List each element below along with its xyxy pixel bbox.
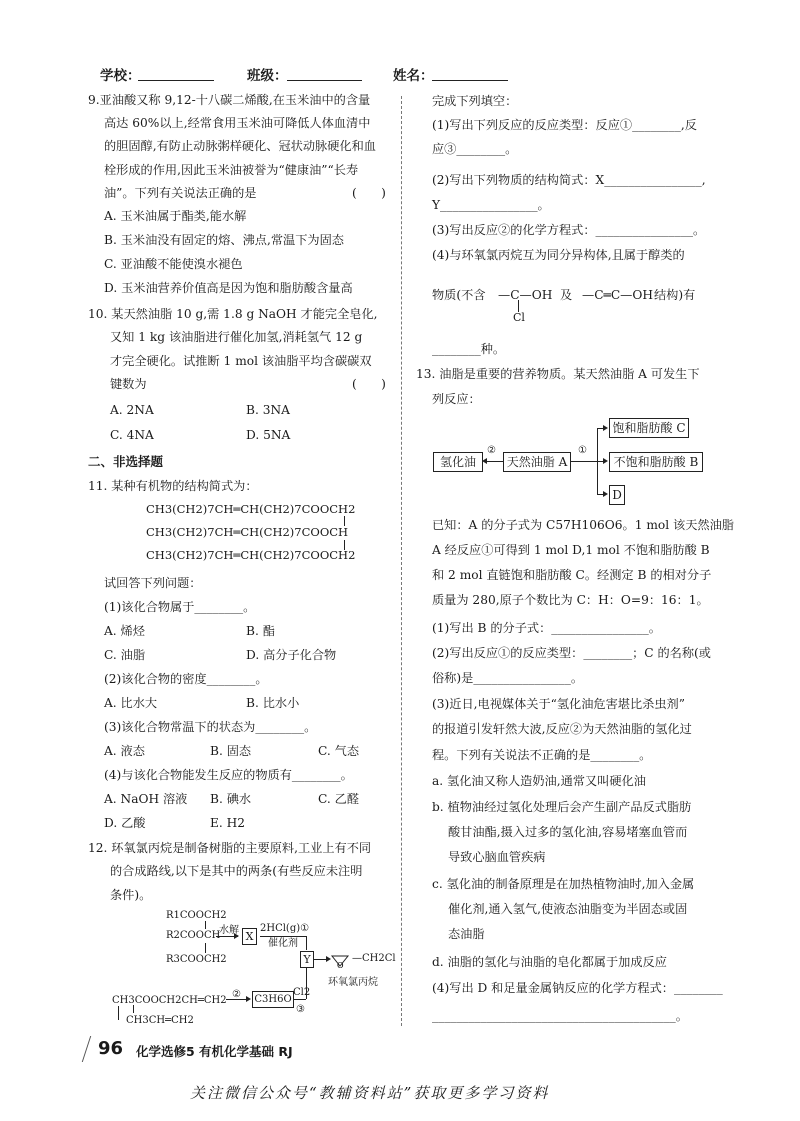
q12-line3: 条件)。 xyxy=(110,888,152,902)
scheme-hcl-label: 2HCl(g)① xyxy=(260,923,310,934)
q10-option-d[interactable]: D. 5NA xyxy=(246,428,291,442)
q11-p4-option-d[interactable]: D. 乙酸 xyxy=(104,816,146,830)
q9-option-a[interactable]: A. 玉米油属于酯类,能水解 xyxy=(104,209,247,223)
q11-p1-option-c[interactable]: C. 油脂 xyxy=(104,648,146,662)
epoxide-ring-icon xyxy=(330,950,352,970)
section-title: 二、非选择题 xyxy=(88,454,164,469)
diagram-box-oil-a: 天然油脂 A xyxy=(503,452,571,472)
q13-line1: 13. 油脂是重要的营养物质。某天然油脂 A 可发生下 xyxy=(416,367,700,381)
q10-line3: 才完全硬化。试推断 1 mol 该油脂平均含碳碳双 xyxy=(110,354,372,368)
q9-line1: 9.亚油酸又称 9,12-十八碳二烯酸,在玉米油中的含量 xyxy=(88,93,371,107)
q13-option-c-line2: 催化剂,通入氢气,使液态油脂变为半固态或固 xyxy=(448,902,688,916)
q9-option-b[interactable]: B. 玉米油没有固定的熔、沸点,常温下为固态 xyxy=(104,233,344,247)
scheme-catalyst-label: 催化剂 xyxy=(268,938,298,949)
q12-part4-group2: —C═C—OH xyxy=(582,288,653,302)
q11-bond-lower xyxy=(344,540,346,550)
q9-line3: 的胆固醇,有防止动脉粥样硬化、冠状动脉硬化和血 xyxy=(104,139,376,153)
q12-part4-line3: ________种。 xyxy=(432,342,506,356)
q13-option-a[interactable]: a. 氢化油又称人造奶油,通常又叫硬化油 xyxy=(432,774,646,788)
q11-p4-option-b[interactable]: B. 碘水 xyxy=(210,792,252,806)
scheme-epoxy-name: 环氧氯丙烷 xyxy=(328,977,378,988)
q11-part3: (3)该化合物常温下的状态为________。 xyxy=(104,720,317,734)
q11-p3-option-a[interactable]: A. 液态 xyxy=(104,744,145,758)
q13-known-line3: 和 2 mol 直链饱和脂肪酸 C。经测定 B 的相对分子 xyxy=(432,568,712,582)
q10-option-c[interactable]: C. 4NA xyxy=(110,428,154,442)
q12-part4-line1: (4)与环氧氯丙烷互为同分异构体,且属于醇类的 xyxy=(432,248,685,262)
diagram-step2-label: ② xyxy=(487,445,496,456)
footer-slash xyxy=(82,1036,93,1062)
q11-formula-line1: CH3(CH2)7CH═CH(CH2)7COOCH2 xyxy=(146,502,356,516)
scheme-arrow-up-y xyxy=(306,968,307,999)
arrowhead-icon xyxy=(603,491,608,497)
q11-part1: (1)该化合物属于________。 xyxy=(104,600,256,614)
q12-line1: 12. 环氧氯丙烷是制备树脂的主要原料,工业上有不同 xyxy=(88,841,372,855)
q10-line4: 键数为 xyxy=(110,377,147,391)
promo-note: 关注微信公众号“教辅资料站”获取更多学习资料 xyxy=(190,1084,550,1102)
scheme-r2-ester: R2COOCH xyxy=(166,930,221,941)
scheme-cl2-label: Cl2 xyxy=(293,987,311,998)
arrowhead-icon xyxy=(603,458,608,464)
scheme-bond-propene xyxy=(133,1005,134,1013)
q13-option-b-line1[interactable]: b. 植物油经过氢化处理后会产生副产品反式脂肪 xyxy=(432,800,692,814)
q11-bond-upper xyxy=(344,516,346,526)
school-blank[interactable] xyxy=(138,66,214,81)
q11-p1-option-a[interactable]: A. 烯烃 xyxy=(104,624,145,638)
q11-part2: (2)该化合物的密度________。 xyxy=(104,672,268,686)
q11-p4-option-e[interactable]: E. H2 xyxy=(210,816,246,830)
q11-p4-option-c[interactable]: C. 乙醛 xyxy=(318,792,360,806)
svg-text:O: O xyxy=(337,961,344,970)
diagram-box-saturated-acid-c: 饱和脂肪酸 C xyxy=(609,418,689,438)
q11-p2-option-a[interactable]: A. 比水大 xyxy=(104,696,158,710)
q12-part4-post: 结构)有 xyxy=(654,288,696,302)
scheme-arrow-down-y xyxy=(306,936,307,950)
diagram-step1-label: ① xyxy=(578,445,587,456)
q12-part4-and: 及 xyxy=(560,288,573,302)
q13-option-d[interactable]: d. 油脂的氢化与油脂的皂化都属于加成反应 xyxy=(432,955,667,969)
class-label: 班级： xyxy=(247,68,288,84)
q10-line2: 又知 1 kg 该油脂进行催化加氢,消耗氢气 12 g xyxy=(110,330,363,344)
q13-part2-line2: 俗称)是________________。 xyxy=(432,671,584,685)
q12-line2: 的合成路线,以下是其中的两条(有些反应未注明 xyxy=(110,864,363,878)
q13-part3-line1: (3)近日,电视媒体关于“氢化油危害堪比杀虫剂” xyxy=(432,697,685,711)
q12-fill-intro: 完成下列填空： xyxy=(432,94,518,108)
q13-line2: 列反应： xyxy=(432,392,481,406)
q13-option-c-line1[interactable]: c. 氢化油的制备原理是在加热植物油时,加入金属 xyxy=(432,877,695,891)
q11-formula-line2: CH3(CH2)7CH═CH(CH2)7COOCH xyxy=(146,525,349,539)
q11-part4: (4)与该化合物能发生反应的物质有________。 xyxy=(104,768,353,782)
diagram-arrow-step1 xyxy=(571,461,597,462)
q11-p3-option-b[interactable]: B. 固态 xyxy=(210,744,252,758)
q13-part4-line2[interactable]: ________________________________________。 xyxy=(432,1009,688,1023)
q12-part4-pre: 物质(不含 xyxy=(432,288,486,302)
q9-line2: 高达 60%以上,经常食用玉米油可降低人体血清中 xyxy=(104,116,371,130)
scheme-arrow-step2 xyxy=(226,999,248,1000)
q10-line1: 10. 某天然油脂 10 g,需 1.8 g NaOH 才能完全皂化, xyxy=(88,307,378,321)
diagram-box-d: D xyxy=(609,485,625,505)
arrowhead-icon xyxy=(234,933,239,939)
class-blank[interactable] xyxy=(287,66,362,81)
arrowhead-icon xyxy=(603,425,608,431)
q13-part4-line1: (4)写出 D 和足量金属钠反应的化学方程式：________ xyxy=(432,981,723,995)
q12-part3: (3)写出反应②的化学方程式：________________。 xyxy=(432,223,706,237)
name-label: 姓名： xyxy=(393,68,434,84)
scheme-hydrolysis-label: 水解 xyxy=(219,925,239,936)
q13-known-line4: 质量为 280,原子个数比为 C：H：O=9：16：1。 xyxy=(432,593,709,607)
q12-part4-group1: —C—OH xyxy=(498,288,553,302)
q9-option-c[interactable]: C. 亚油酸不能使溴水褪色 xyxy=(104,257,243,271)
scheme-r3-ester: R3COOCH2 xyxy=(166,954,227,965)
q10-answer-paren[interactable]: ( ) xyxy=(352,377,386,391)
diagram-box-hydrogenated-oil: 氢化油 xyxy=(433,452,483,472)
q12-part1-line2: 应③________。 xyxy=(432,142,518,156)
q11-ask: 试回答下列问题： xyxy=(104,576,202,590)
q12-part2-line2: Y________________。 xyxy=(432,198,550,212)
q13-part2-line1: (2)写出反应①的反应类型：________；C 的名称(或 xyxy=(432,646,711,660)
scheme-box-x: X xyxy=(242,928,257,945)
q10-option-b[interactable]: B. 3NA xyxy=(246,403,290,417)
q11-p3-option-c[interactable]: C. 气态 xyxy=(318,744,360,758)
q13-option-c-line3: 态油脂 xyxy=(448,927,485,941)
school-label: 学校： xyxy=(100,68,141,84)
scheme-box-y: Y xyxy=(300,951,314,968)
page-number: 96 xyxy=(98,1038,124,1059)
q12-part2-line1: (2)写出下列物质的结构简式：X________________, xyxy=(432,173,706,187)
scheme-arrow-propene xyxy=(118,1006,119,1020)
q13-known-line1: 已知：A 的分子式为 C57H106O6。1 mol 该天然油脂 xyxy=(432,518,734,532)
scheme-box-c3h6o: C3H6O xyxy=(252,991,294,1008)
q12-part4-cl: Cl xyxy=(513,311,525,324)
scheme-arrow-step3 xyxy=(293,999,306,1000)
scheme-step3-label: ③ xyxy=(296,1004,305,1015)
column-divider xyxy=(401,96,402,1026)
q11-intro: 11. 某种有机物的结构简式为： xyxy=(88,479,258,493)
q9-line4: 栓形成的作用,因此玉米油被誉为“健康油”“长寿 xyxy=(104,163,359,177)
scheme-step2-label: ② xyxy=(232,989,241,1000)
q13-part3-line3: 程。下列有关说法不正确的是________。 xyxy=(432,748,652,762)
q9-line5: 油”。下列有关说法正确的是 xyxy=(104,186,257,200)
scheme-propene: CH3CH═CH2 xyxy=(126,1015,194,1026)
scheme-bond-2 xyxy=(205,943,206,953)
name-blank[interactable] xyxy=(432,66,508,81)
scheme-allyl-acetate: CH3COOCH2CH═CH2 xyxy=(112,995,227,1006)
arrowhead-icon xyxy=(246,996,251,1002)
q13-option-b-line2: 酸甘油酯,摄入过多的氢化油,容易堵塞血管而 xyxy=(448,825,688,839)
q11-p1-option-d[interactable]: D. 高分子化合物 xyxy=(246,648,337,662)
q13-part3-line2: 的报道引发轩然大波,反应②为天然油脂的氢化过 xyxy=(432,722,692,736)
q13-part1: (1)写出 B 的分子式：________________。 xyxy=(432,621,661,635)
q11-p1-option-b[interactable]: B. 酯 xyxy=(246,624,275,638)
scheme-bond-1 xyxy=(205,921,206,929)
diagram-box-unsaturated-acid-b: 不饱和脂肪酸 B xyxy=(609,452,703,472)
scheme-ch2cl: —CH2Cl xyxy=(352,953,396,964)
q9-option-d[interactable]: D. 玉米油营养价值高是因为饱和脂肪酸含量高 xyxy=(104,281,353,295)
q11-formula-line3: CH3(CH2)7CH═CH(CH2)7COOCH2 xyxy=(146,548,356,562)
q11-p2-option-b[interactable]: B. 比水小 xyxy=(246,696,300,710)
arrowhead-icon xyxy=(482,458,487,464)
q13-option-b-line3: 导致心脑血管疾病 xyxy=(448,850,546,864)
book-title: 化学选修5 有机化学基础 RJ xyxy=(136,1044,293,1059)
scheme-r1-ester: R1COOCH2 xyxy=(166,910,227,921)
q13-known-line2: A 经反应①可得到 1 mol D,1 mol 不饱和脂肪酸 B xyxy=(432,543,710,557)
q11-p4-option-a[interactable]: A. NaOH 溶液 xyxy=(104,792,188,806)
q10-option-a[interactable]: A. 2NA xyxy=(110,403,154,417)
q12-part1-line1: (1)写出下列反应的反应类型：反应①________,反 xyxy=(432,118,697,132)
q9-answer-paren[interactable]: ( ) xyxy=(352,186,386,200)
